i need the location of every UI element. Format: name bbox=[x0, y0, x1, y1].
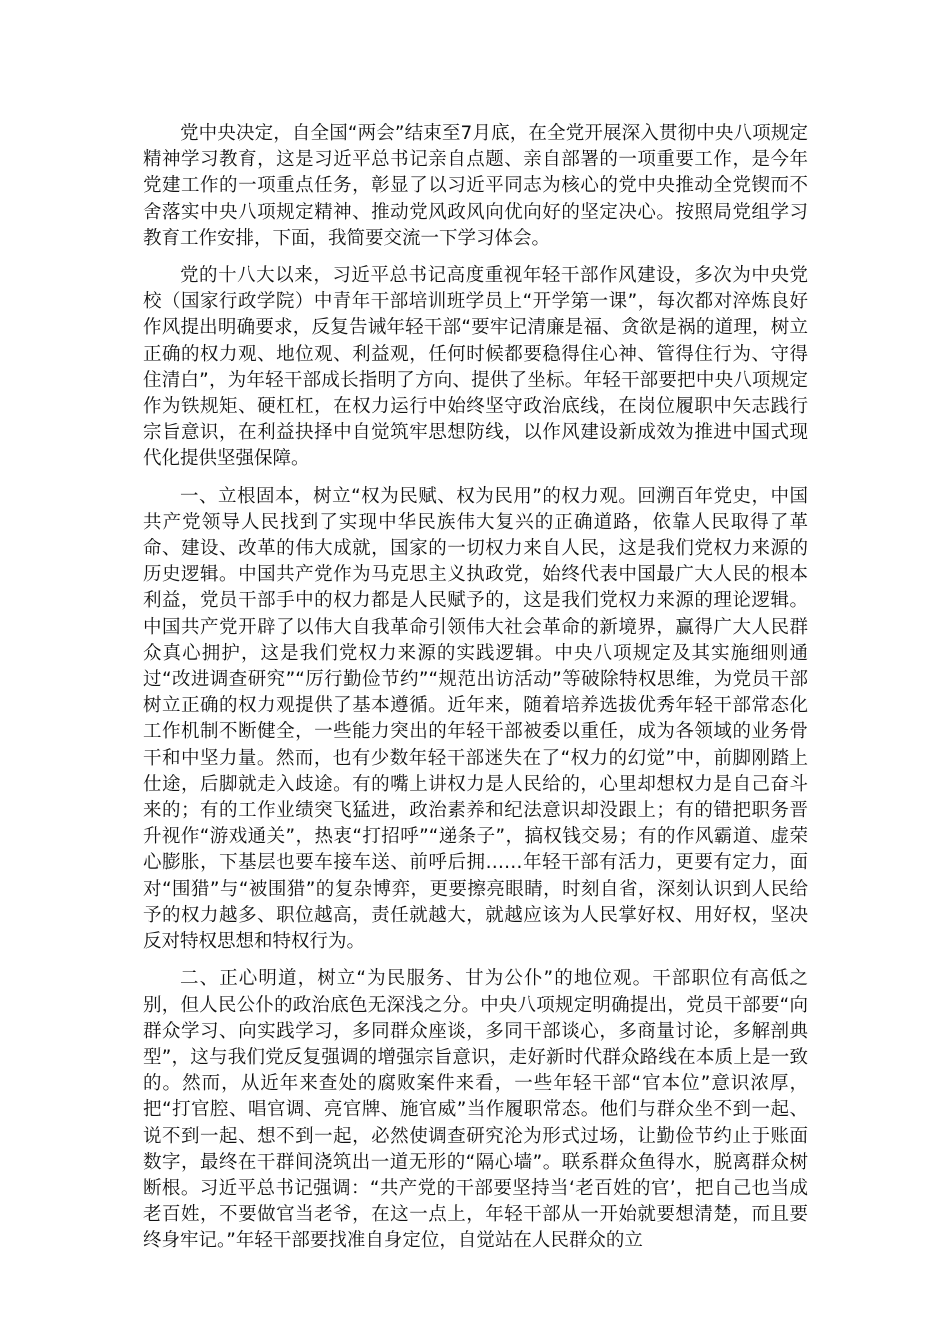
paragraph-section-two: 二、正心明道，树立“为民服务、甘为公仆”的地位观。干部职位有高低之别，但人民公仆的政治底色无深浅之分。中央八项规定明确提出，党员干部要“向群众学习、向实践学习，多同群众座谈，多同干部谈心，多商量讨论，多解剖典型”，这与我们党反复强调的增强宗旨意识，走好新时代群众路线在本质上是一致的。然而，从近年来查处的腐败案件来看，一些年轻干部“官本位”意识浓厚，把“打官腔、唱官调、亮官牌、施官威”当作履职常态。他们与群众坐不到一起、说不到一起、想不到一起，必然使调查研究沦为形式过场，让勤俭节约止于账面数字，最终在干群间浇筑出一道无形的“隔心墙”。联系群众鱼得水，脱离群众树断根。习近平总书记强调：“共产党的干部要坚持当‘老百姓的官’，把自己也当成老百姓，不要做官当老爷，在这一点上，年轻干部从一开始就要想清楚，而且要终身牢记。”年轻干部要找准自身定位，自觉站在人民群众的立 bbox=[143, 968, 808, 1252]
paragraph-background: 党的十八大以来，习近平总书记高度重视年轻干部作风建设，多次为中央党校（国家行政学院）中青年干部培训班学员上“开学第一课”，每次都对淬炼良好作风提出明确要求，反复告诫年轻干部“要牢记清廉是福、贪欲是祸的道理，树立正确的权力观、地位观、利益观，任何时候都要稳得住心神、管得住行为、守得住清白”，为年轻干部成长指明了方向、提供了坐标。年轻干部要把中央八项规定作为铁规矩、硬杠杠，在权力运行中始终坚守政治底线，在岗位履职中矢志践行宗旨意识，在利益抉择中自觉筑牢思想防线，以作风建设新成效为推进中国式现代化提供坚强保障。 bbox=[143, 265, 808, 470]
paragraph-intro: 党中央决定，自全国“两会”结束至7月底，在全党开展深入贯彻中央八项规定精神学习教育，这是习近平总书记亲自点题、亲自部署的一项重要工作，是今年党建工作的一项重点任务，彰显了以习近平同志为核心的党中央推动全党锲而不舍落实中央八项规定精神、推动党风政风向优向好的坚定决心。按照局党组学习教育工作安排，下面，我简要交流一下学习体会。 bbox=[143, 123, 808, 249]
paragraph-section-one: 一、立根固本，树立“权为民赋、权为民用”的权力观。回溯百年党史，中国共产党领导人民找到了实现中华民族伟大复兴的正确道路，依靠人民取得了革命、建设、改革的伟大成就，国家的一切权力来自人民，这是我们党权力来源的历史逻辑。中国共产党作为马克思主义执政党，始终代表中国最广大人民的根本利益，党员干部手中的权力都是人民赋予的，这是我们党权力来源的理论逻辑。中国共产党开辟了以伟大自我革命引领伟大社会革命的新境界，赢得广大人民群众真心拥护，这是我们党权力来源的实践逻辑。中央八项规定及其实施细则通过“改进调查研究”“厉行勤俭节约”“规范出访活动”等破除特权思维，为党员干部树立正确的权力观提供了基本遵循。近年来，随着培养选拔优秀年轻干部常态化工作机制不断健全，一些能力突出的年轻干部被委以重任，成为各领域的业务骨干和中坚力量。然而，也有少数年轻干部迷失在了“权力的幻觉”中，前脚刚踏上仕途，后脚就走入歧途。有的嘴上讲权力是人民给的，心里却想权力是自己奋斗来的；有的工作业绩突飞猛进，政治素养和纪法意识却没跟上；有的错把职务晋升视作“游戏通关”，热衷“打招呼”“递条子”，搞权钱交易；有的作风霸道、虚荣心膨胀，下基层也要车接车送、前呼后拥……年轻干部有活力，更要有定力，面对“围猎”与“被围猎”的复杂博弈，更要擦亮眼睛，时刻自省，深刻认识到人民给予的权力越多、职位越高，责任就越大，就越应该为人民掌好权、用好权，坚决反对特权思想和特权行为。 bbox=[143, 485, 808, 953]
document-body bbox=[143, 121, 808, 1266]
